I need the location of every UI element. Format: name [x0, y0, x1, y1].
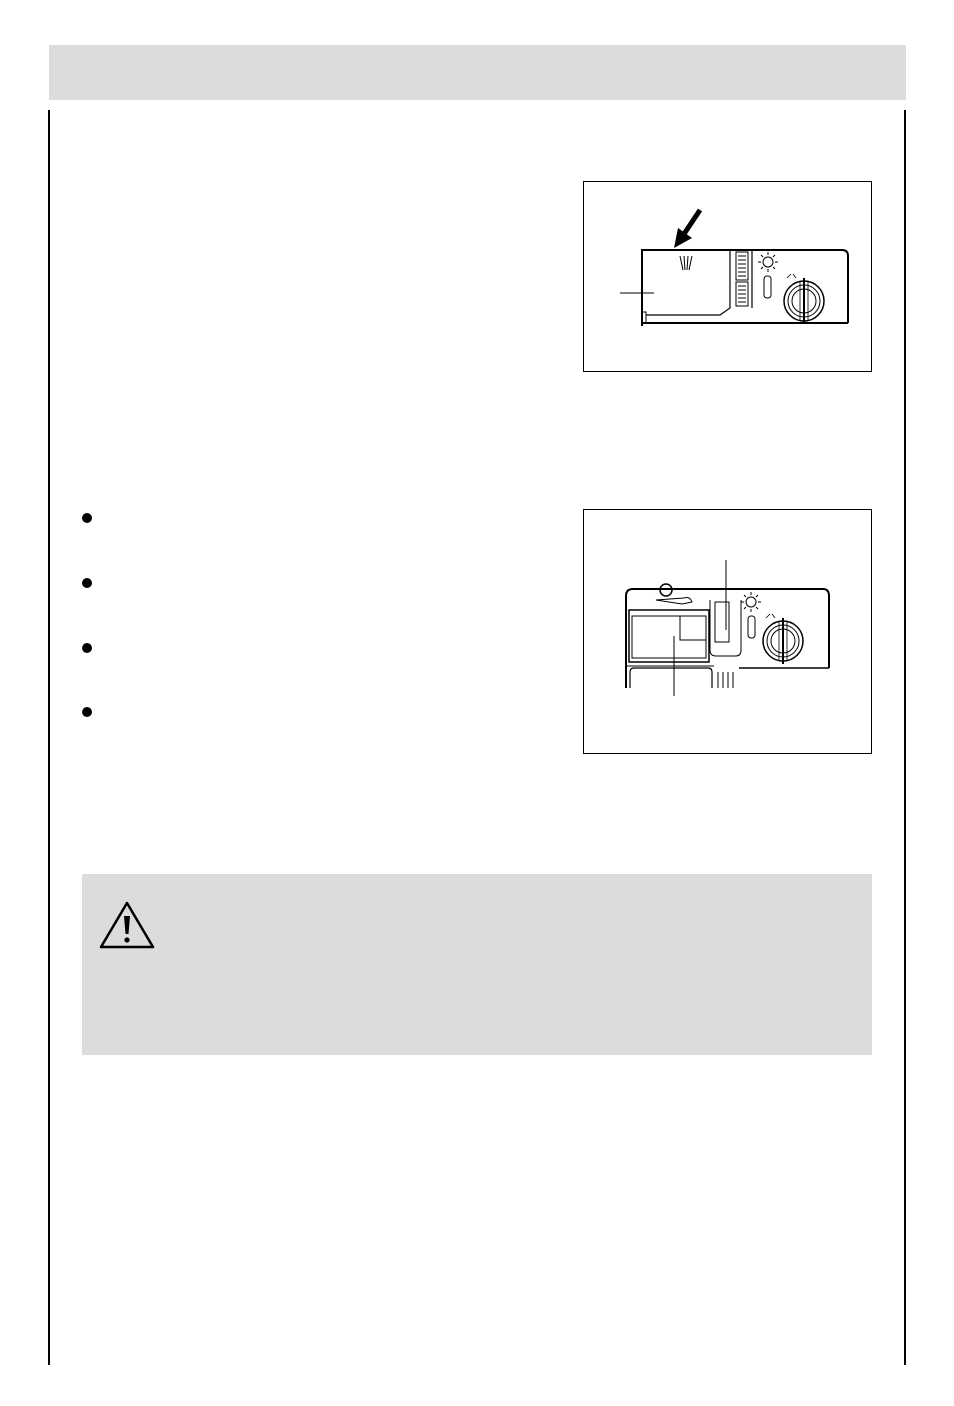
- list-bullet: [82, 578, 92, 588]
- header-band: [49, 45, 906, 100]
- figure-detergent-dispenser: [583, 509, 872, 754]
- dispenser-illustration-1: [584, 182, 871, 371]
- left-margin-rule: [48, 110, 50, 1365]
- list-bullet: [82, 707, 92, 717]
- dispenser-illustration-2: [584, 510, 871, 753]
- right-margin-rule: [904, 110, 906, 1365]
- list-bullet: [82, 643, 92, 653]
- figure-rinse-aid-dispenser: [583, 181, 872, 372]
- list-bullet: [82, 513, 92, 523]
- warning-box: [82, 874, 872, 1055]
- warning-triangle-icon: [98, 900, 156, 950]
